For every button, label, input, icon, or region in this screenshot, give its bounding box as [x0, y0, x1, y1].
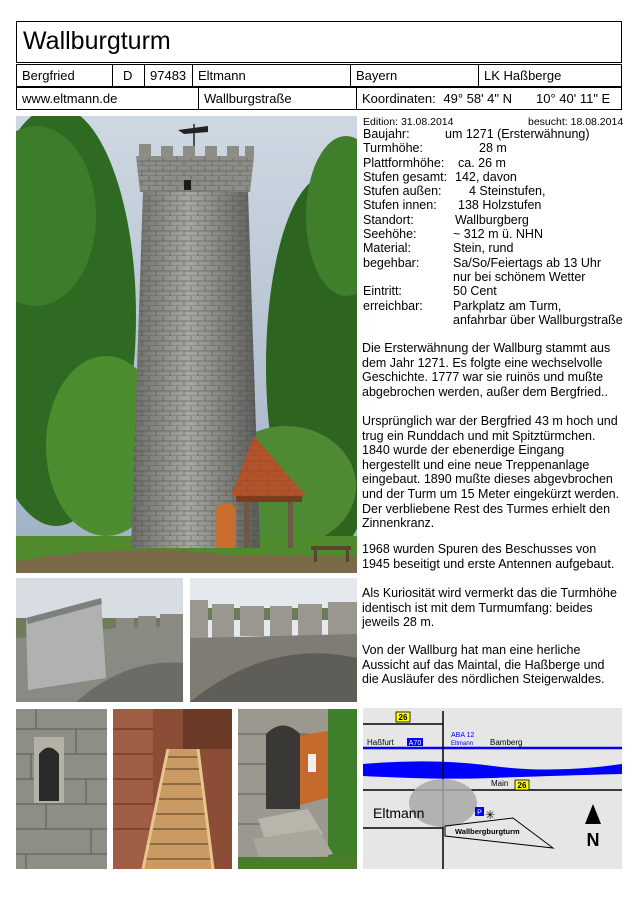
edition-date: Edition: 31.08.2014	[363, 116, 454, 128]
fact-row	[363, 269, 586, 284]
fact-value: 50 Cent	[453, 284, 497, 299]
fact-row	[363, 212, 529, 227]
fact-row	[363, 169, 517, 184]
fact-label: Baujahr:	[363, 127, 410, 141]
parking-icon: P	[477, 809, 482, 817]
fact-value: 138 Holzstufen	[458, 198, 542, 213]
history-paragraph-5: Von der Wallburg hat man eine herliche Aussicht auf das Maintal, die Haßberge und die Ausläufer des nördlichen Steigerwaldes.	[362, 643, 605, 687]
fact-row	[363, 227, 543, 242]
bamberg-label: Bamberg	[490, 738, 523, 747]
fact-value: 28 m	[479, 141, 507, 156]
website-cell[interactable]: www.eltmann.de	[17, 88, 199, 109]
fact-label: Seehöhe:	[363, 227, 417, 242]
title-box	[16, 21, 622, 63]
district-cell: LK Haßberge	[484, 68, 562, 83]
coordinates-cell	[357, 88, 621, 109]
header-row-1	[16, 64, 622, 87]
eltmann-label: Eltmann	[373, 805, 425, 821]
fact-value: um 1271 (Ersterwähnung)	[445, 127, 590, 141]
postal-code-cell: 97483	[145, 65, 193, 86]
staircase-photo	[113, 709, 232, 869]
platform-photo-2	[190, 578, 357, 702]
fact-value: 142, davon	[455, 169, 517, 184]
longitude: 10° 40' 11" E	[536, 91, 611, 106]
fact-label: Turmhöhe:	[363, 141, 423, 156]
fact-row	[363, 198, 542, 213]
platform-photo-1	[16, 578, 183, 702]
fact-row	[363, 127, 590, 141]
location-map	[363, 708, 622, 869]
visited-date: besucht: 18.08.2014	[528, 116, 624, 128]
history-paragraph-1: Die Ersterwähnung der Wallburg stammt aus dem Jahr 1271. Es folgte eine wechselvolle Geschichte. 1777 war sie ruinös und mußte abgebrochen werden, außer dem Bergfried..	[362, 341, 611, 399]
town-cell: Eltmann	[193, 65, 351, 86]
fact-label: Stufen gesamt:	[363, 169, 448, 184]
fact-row	[363, 298, 562, 313]
fact-value: anfahrbar über Wallburgstraße	[453, 312, 623, 327]
wallburgturm-label: Wallbergburgturm	[455, 827, 520, 836]
north-label: N	[586, 830, 600, 850]
tower-photo	[16, 116, 357, 573]
fact-label: Plattformhöhe:	[363, 155, 445, 170]
fact-label: Eintritt:	[363, 284, 402, 299]
fact-label: erreichbar:	[363, 298, 423, 313]
country-cell: D	[113, 65, 145, 86]
page-title: Wallburgturm	[23, 27, 171, 55]
fact-row	[363, 312, 623, 327]
main-label: Main	[491, 779, 509, 788]
fact-value: Sa/So/Feiertags ab 13 Uhr	[453, 255, 601, 270]
fact-row	[363, 241, 514, 256]
aba-label: ABA 12	[451, 732, 475, 739]
facts-list	[363, 127, 623, 327]
fact-value: 4 Steinstufen,	[469, 184, 546, 199]
state-cell: Bayern	[351, 65, 479, 86]
fact-value: ca. 26 m	[458, 155, 506, 170]
window-photo	[16, 709, 107, 869]
fact-value: Parkplatz am Turm,	[453, 298, 562, 313]
header-row-2	[16, 87, 622, 110]
coordinates-label: Koordinaten:	[362, 91, 436, 106]
fact-label: begehbar:	[363, 255, 420, 270]
fact-value: ~ 312 m ü. NHN	[453, 227, 543, 242]
history-paragraph-3: 1968 wurden Spuren des Beschusses von 1945 beseitigt und erste Antennen aufgebaut.	[362, 542, 615, 571]
history-paragraph-2: Ursprünglich war der Bergfried 43 m hoch und trug ein Runddach und mit Spitztürmchen. 1840 wurde der ebenerdige Eingang hergestellt und eine neue Treppenanlage eingebaut. 1890 mußte dieses abgevbrochen und der Turm um 15 Meter eingekürzt werden. Der verbliebene Rest des Turmes erhielt den Zinnenkranz.	[362, 414, 620, 531]
latitude: 49° 58' 4" N	[443, 91, 513, 106]
street-cell: Wallburgstraße	[199, 88, 357, 109]
fact-value: nur bei schönem Wetter	[453, 269, 586, 284]
fact-row	[363, 141, 507, 156]
road-sign-26-right: 26	[517, 781, 527, 790]
history-paragraph-4: Als Kuriosität wird vermerkt das die Turmhöhe identisch ist mit dem Turmumfang: beides jeweils 28 m.	[362, 586, 617, 630]
fact-row	[363, 284, 497, 299]
tower-marker-icon: ✳	[485, 808, 496, 822]
fact-label: Standort:	[363, 212, 414, 227]
fact-row	[363, 184, 546, 199]
road-sign-26-top: 26	[398, 713, 408, 722]
fact-label: Material:	[363, 241, 411, 256]
a70-label: A70	[408, 740, 422, 747]
fact-row	[363, 155, 506, 170]
fact-label: Stufen innen:	[363, 198, 437, 213]
entrance-photo	[238, 709, 357, 869]
fact-row	[363, 255, 601, 270]
fact-value: Wallburgberg	[455, 212, 529, 227]
type-cell: Bergfried	[17, 65, 113, 86]
hassfurt-label: Haßfurt	[367, 738, 394, 747]
fact-value: Stein, rund	[453, 241, 514, 256]
aba-sub-label: Eltmann	[451, 741, 474, 747]
fact-label: Stufen außen:	[363, 184, 442, 199]
